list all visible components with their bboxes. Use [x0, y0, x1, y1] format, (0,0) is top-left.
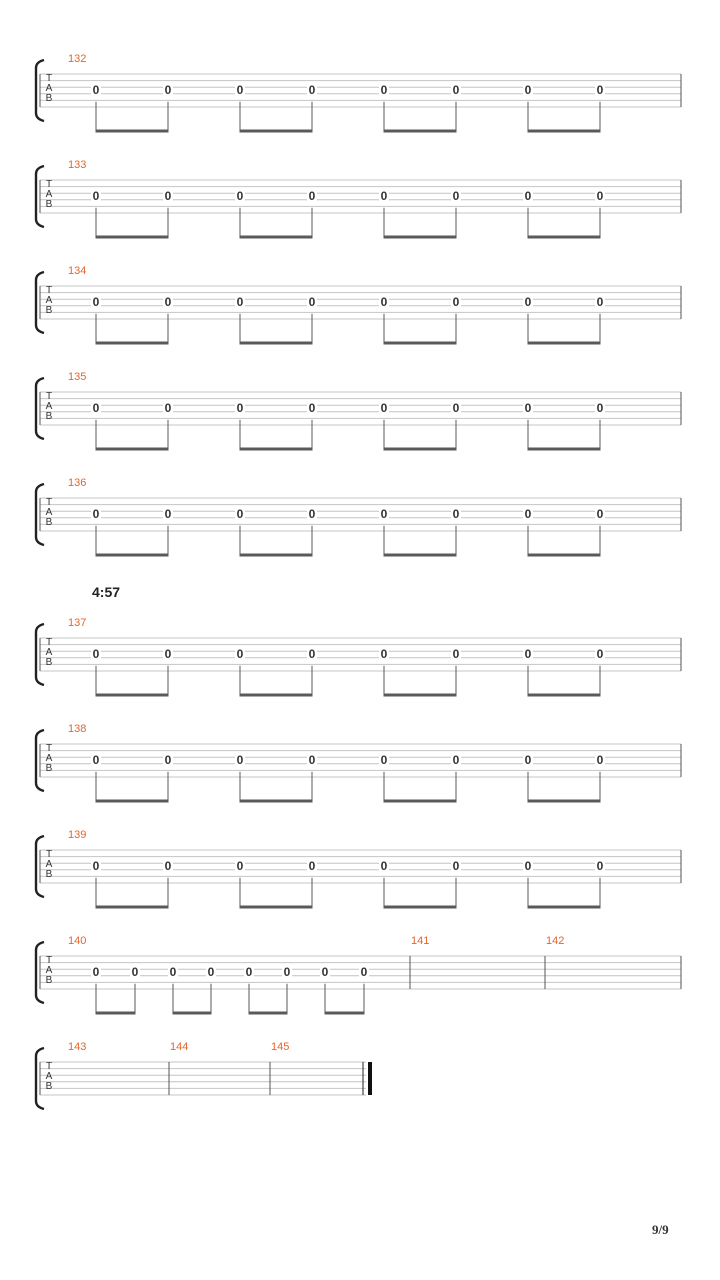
fret-number: 0 [308, 506, 316, 521]
fret-number: 0 [164, 82, 172, 97]
staff-system [36, 371, 681, 449]
fret-number: 0 [236, 646, 244, 661]
tab-clef-letter: B [45, 869, 53, 880]
fret-number: 0 [92, 964, 100, 979]
fret-number: 0 [308, 858, 316, 873]
tab-clef-letter: A [45, 1071, 53, 1082]
fret-number: 0 [596, 82, 604, 97]
measure-number: 138 [68, 723, 87, 735]
fret-number: 0 [452, 400, 460, 415]
fret-number: 0 [452, 188, 460, 203]
fret-number: 0 [596, 752, 604, 767]
measure-number: 133 [68, 159, 87, 171]
fret-number: 0 [169, 964, 177, 979]
measure-number: 143 [68, 1041, 87, 1053]
fret-number: 0 [308, 646, 316, 661]
fret-number: 0 [452, 752, 460, 767]
fret-number: 0 [308, 400, 316, 415]
tab-clef-letter: B [45, 763, 53, 774]
fret-number: 0 [164, 188, 172, 203]
fret-number: 0 [92, 646, 100, 661]
fret-number: 0 [92, 82, 100, 97]
tab-clef-letter: B [45, 93, 53, 104]
fret-number: 0 [207, 964, 215, 979]
fret-number: 0 [236, 858, 244, 873]
tab-clef-letter: T [45, 285, 53, 296]
measure-number: 141 [411, 935, 430, 947]
tab-clef-letter: T [45, 179, 53, 190]
tab-clef-letter: T [45, 73, 53, 84]
tab-clef-letter: B [45, 199, 53, 210]
fret-number: 0 [380, 82, 388, 97]
fret-number: 0 [308, 294, 316, 309]
measure-number: 139 [68, 829, 87, 841]
fret-number: 0 [236, 752, 244, 767]
fret-number: 0 [236, 294, 244, 309]
fret-number: 0 [596, 400, 604, 415]
fret-number: 0 [596, 506, 604, 521]
fret-number: 0 [245, 964, 253, 979]
tempo-marker: 4:57 [92, 584, 121, 600]
fret-number: 0 [452, 858, 460, 873]
fret-number: 0 [164, 400, 172, 415]
fret-number: 0 [164, 752, 172, 767]
tab-clef-letter: T [45, 637, 53, 648]
staff-system [36, 829, 681, 907]
fret-number: 0 [92, 294, 100, 309]
tab-clef-letter: T [45, 849, 53, 860]
tab-clef-letter: T [45, 497, 53, 508]
fret-number: 0 [131, 964, 139, 979]
tab-clef-letter: A [45, 859, 53, 870]
fret-number: 0 [524, 646, 532, 661]
fret-number: 0 [360, 964, 368, 979]
fret-number: 0 [92, 752, 100, 767]
fret-number: 0 [308, 188, 316, 203]
tab-clef-letter: B [45, 517, 53, 528]
fret-number: 0 [164, 506, 172, 521]
staff-system [36, 477, 681, 555]
measure-number: 142 [546, 935, 565, 947]
staff-system [36, 1041, 370, 1109]
tab-clef-letter: T [45, 391, 53, 402]
fret-number: 0 [524, 506, 532, 521]
fret-number: 0 [92, 858, 100, 873]
fret-number: 0 [380, 752, 388, 767]
tab-clef-letter: T [45, 743, 53, 754]
fret-number: 0 [308, 82, 316, 97]
tab-clef-letter: A [45, 753, 53, 764]
tab-clef-letter: B [45, 305, 53, 316]
fret-number: 0 [524, 752, 532, 767]
fret-number: 0 [524, 294, 532, 309]
fret-number: 0 [164, 294, 172, 309]
page-number: 9/9 [652, 1222, 669, 1237]
measure-number: 137 [68, 617, 87, 629]
fret-number: 0 [164, 858, 172, 873]
fret-number: 0 [380, 400, 388, 415]
tab-clef-letter: A [45, 647, 53, 658]
fret-number: 0 [164, 646, 172, 661]
fret-number: 0 [524, 82, 532, 97]
fret-number: 0 [236, 400, 244, 415]
tab-clef-letter: A [45, 295, 53, 306]
fret-number: 0 [308, 752, 316, 767]
staff-system [36, 617, 681, 695]
fret-number: 0 [596, 858, 604, 873]
tab-clef-letter: B [45, 975, 53, 986]
measure-number: 140 [68, 935, 87, 947]
fret-number: 0 [380, 858, 388, 873]
tab-clef-letter: A [45, 189, 53, 200]
measure-number: 132 [68, 53, 87, 65]
fret-number: 0 [92, 506, 100, 521]
staff-system [36, 935, 681, 1013]
tab-clef-letter: T [45, 955, 53, 966]
measure-number: 135 [68, 371, 87, 383]
staff-system [36, 723, 681, 801]
staff-system [36, 159, 681, 237]
tab-clef-letter: A [45, 401, 53, 412]
fret-number: 0 [524, 400, 532, 415]
tab-clef-letter: T [45, 1061, 53, 1072]
fret-number: 0 [236, 82, 244, 97]
tab-clef-letter: B [45, 1081, 53, 1092]
fret-number: 0 [596, 294, 604, 309]
fret-number: 0 [236, 506, 244, 521]
fret-number: 0 [380, 646, 388, 661]
fret-number: 0 [452, 506, 460, 521]
fret-number: 0 [452, 294, 460, 309]
tab-clef-letter: A [45, 965, 53, 976]
fret-number: 0 [596, 188, 604, 203]
fret-number: 0 [380, 506, 388, 521]
tab-clef-letter: A [45, 507, 53, 518]
fret-number: 0 [236, 188, 244, 203]
staff-system [36, 53, 681, 131]
fret-number: 0 [596, 646, 604, 661]
tab-clef-letter: A [45, 83, 53, 94]
measure-number: 136 [68, 477, 87, 489]
fret-number: 0 [283, 964, 291, 979]
fret-number: 0 [452, 646, 460, 661]
fret-number: 0 [524, 188, 532, 203]
fret-number: 0 [380, 188, 388, 203]
fret-number: 0 [452, 82, 460, 97]
staff-system [36, 265, 681, 343]
fret-number: 0 [92, 400, 100, 415]
measure-number: 134 [68, 265, 87, 277]
fret-number: 0 [524, 858, 532, 873]
tab-clef-letter: B [45, 411, 53, 422]
fret-number: 0 [321, 964, 329, 979]
tab-clef-letter: B [45, 657, 53, 668]
measure-number: 145 [271, 1041, 290, 1053]
measure-number: 144 [170, 1041, 189, 1053]
fret-number: 0 [380, 294, 388, 309]
fret-number: 0 [92, 188, 100, 203]
